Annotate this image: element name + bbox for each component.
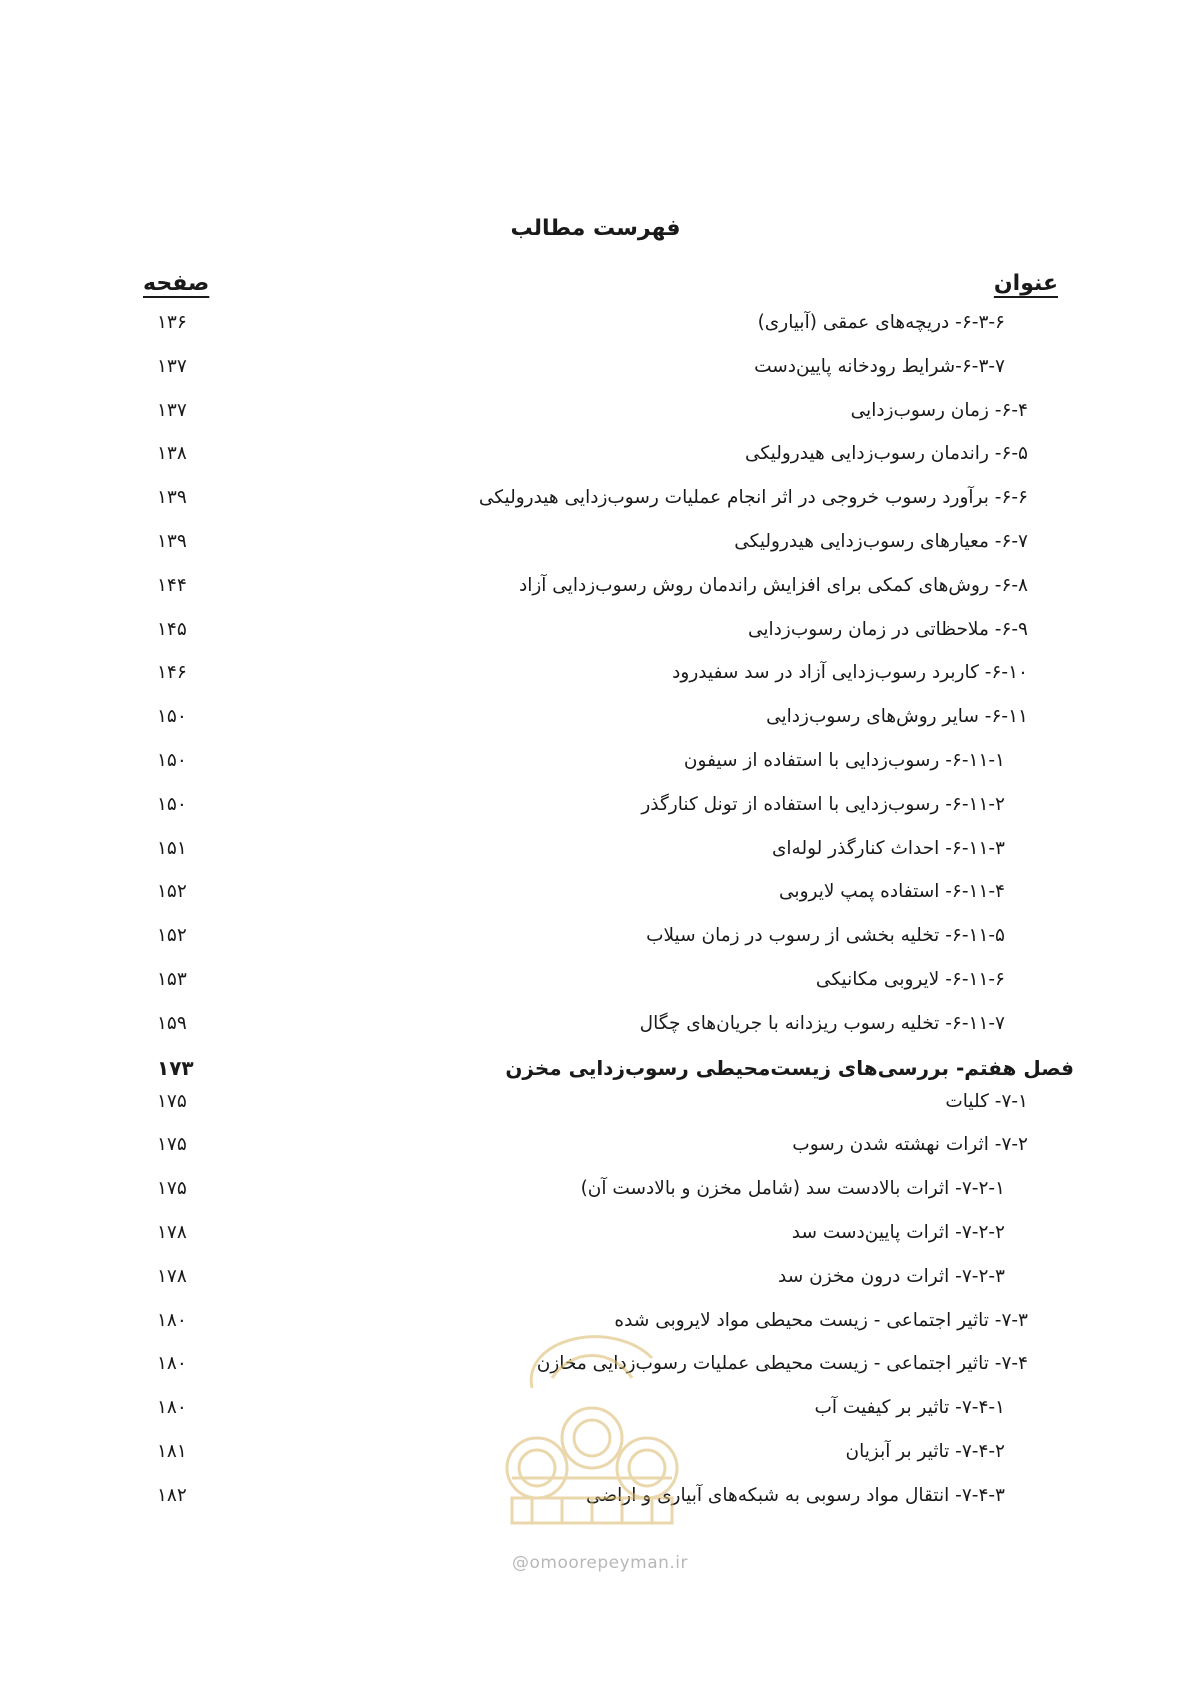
toc-entry (0, 965, 1191, 1009)
toc-entry-title: ۶-۹- ملاحظاتی در زمان رسوب‌زدایی (747, 618, 1028, 640)
website-watermark: @omoorepeyman.ir (511, 1553, 689, 1573)
toc-entry-page: ۱۳۷ (157, 355, 187, 377)
toc-entry-page: ۱۸۱ (157, 1440, 187, 1462)
toc-entry (0, 483, 1191, 527)
toc-entry-page: ۱۸۰ (157, 1353, 187, 1375)
toc-entry-title: ۷-۲-۱- اثرات بالادست سد (شامل مخزن و بالادست آن) (580, 1178, 1005, 1200)
toc-entry (0, 527, 1191, 571)
toc-entry-title: ۶-۳-۷-شرایط رودخانه پایین‌دست (754, 355, 1005, 377)
toc-entry (0, 834, 1191, 878)
toc-entry-title: ۶-۱۱-۵- تخلیه بخشی از رسوب در زمان سیلاب (646, 925, 1005, 947)
toc-entry-page: ۱۷۵ (157, 1090, 187, 1112)
toc-entry-title: ۷-۲-۳- اثرات درون مخزن سد (778, 1265, 1005, 1287)
toc-entry-page: ۱۷۸ (157, 1265, 187, 1287)
toc-entry-page: ۱۵۳ (157, 968, 187, 990)
toc-entry-page: ۱۸۲ (157, 1484, 187, 1506)
toc-entry (0, 308, 1191, 352)
toc-entry-page: ۱۵۰ (157, 749, 187, 771)
toc-entry (0, 396, 1191, 440)
toc-entry-title: فصل هفتم- بررسی‌های زیست‌محیطی رسوب‌زدایی مخزن (505, 1055, 1074, 1080)
toc-entry-title: ۷-۴-۲- تاثیر بر آبزیان (845, 1440, 1005, 1462)
toc-entry-title: ۶-۱۱-۱- رسوب‌زدایی با استفاده از سیفون (683, 749, 1005, 771)
column-header-title: عنوان (993, 271, 1058, 296)
toc-entry (0, 352, 1191, 396)
toc-entry-page: ۱۵۲ (157, 925, 187, 947)
toc-entry-page: ۱۳۹ (157, 530, 187, 552)
toc-entry (0, 790, 1191, 834)
page-title: فهرست مطالب (510, 216, 681, 241)
toc-entry-page: ۱۵۲ (157, 881, 187, 903)
toc-entry-title: ۶-۱۱-۴- استفاده پمپ لایروبی (779, 881, 1005, 903)
toc-entry-page: ۱۴۵ (157, 618, 187, 640)
toc-entry-page: ۱۳۸ (157, 443, 187, 465)
toc-entry-title: ۷-۳- تاثیر اجتماعی - زیست محیطی مواد لایروبی شده (614, 1309, 1028, 1331)
toc-entry-title: ۶-۴- زمان رسوب‌زدایی (850, 399, 1028, 421)
toc-entry (0, 615, 1191, 659)
toc-entry-title: ۶-۱۱-۶- لایروبی مکانیکی (815, 968, 1005, 990)
toc-entry-title: ۶-۱۱-۷- تخلیه رسوب ریزدانه با جریان‌های چگال (639, 1012, 1005, 1034)
toc-entry-page: ۱۸۰ (157, 1309, 187, 1331)
toc-entry-page: ۱۷۳ (157, 1055, 194, 1080)
toc-entry (0, 746, 1191, 790)
toc-entry (0, 439, 1191, 483)
toc-entry (0, 658, 1191, 702)
toc-entry-page: ۱۷۵ (157, 1178, 187, 1200)
toc-entry-title: ۶-۶- برآورد رسوب خروجی در اثر انجام عملیات رسوب‌زدایی هیدرولیکی (478, 487, 1028, 509)
toc-entry-title: ۷-۱- کلیات (945, 1090, 1028, 1112)
toc-entry-page: ۱۳۹ (157, 487, 187, 509)
toc-entry (0, 1174, 1191, 1218)
toc-entry (0, 571, 1191, 615)
toc-entry-page: ۱۳۷ (157, 399, 187, 421)
toc-entry-page: ۱۵۹ (157, 1012, 187, 1034)
toc-entry-title: ۶-۱۱-۳- احداث کنارگذر لوله‌ای (771, 837, 1005, 859)
toc-entry-title: ۶-۱۰- کاربرد رسوب‌زدایی آزاد در سد سفیدرود (672, 662, 1028, 684)
toc-entry-page: ۱۷۸ (157, 1221, 187, 1243)
toc-entry-page: ۱۵۱ (157, 837, 187, 859)
toc-entry-page: ۱۷۵ (157, 1134, 187, 1156)
toc-entry-title: ۷-۴-۳- انتقال مواد رسوبی به شبکه‌های آبیاری و اراضی (586, 1484, 1005, 1506)
toc-entry (0, 921, 1191, 965)
toc-entry-title: ۶-۳-۶- دریچه‌های عمقی (آبیاری) (757, 312, 1005, 333)
toc-entry-page: ۱۴۴ (157, 574, 187, 596)
toc-entry-title: ۶-۱۱- سایر روش‌های رسوب‌زدایی (766, 706, 1028, 728)
toc-entry (0, 1218, 1191, 1262)
toc-entry-page: ۱۸۰ (157, 1397, 187, 1419)
toc-entry (0, 1053, 1191, 1087)
publisher-seal-icon (492, 1318, 692, 1538)
toc-entry-title: ۶-۱۱-۲- رسوب‌زدایی با استفاده از تونل کنارگذر (641, 793, 1005, 815)
toc-entry-title: ۶-۵- راندمان رسوب‌زدایی هیدرولیکی (744, 443, 1028, 465)
toc-entry-title: ۶-۸- روش‌های کمکی برای افزایش راندمان روش رسوب‌زدایی آزاد (518, 574, 1028, 596)
toc-entry-page: ۱۵۰ (157, 706, 187, 728)
toc-entry (0, 877, 1191, 921)
toc-entry (0, 1009, 1191, 1053)
toc-entry-page: ۱۳۶ (157, 312, 187, 333)
toc-entry-title: ۶-۷- معیارهای رسوب‌زدایی هیدرولیکی (734, 530, 1028, 552)
toc-entry-title: ۷-۴-۱- تاثیر بر کیفیت آب (814, 1397, 1005, 1419)
toc-entry-page: ۱۴۶ (157, 662, 187, 684)
toc-entry (0, 1087, 1191, 1131)
toc-entry-page: ۱۵۰ (157, 793, 187, 815)
toc-entry-title: ۷-۲-۲- اثرات پایین‌دست سد (791, 1221, 1005, 1243)
toc-entry (0, 702, 1191, 746)
toc-entry-title: ۷-۲- اثرات نهشته شدن رسوب (792, 1134, 1028, 1156)
toc-entry (0, 1130, 1191, 1174)
column-header-page: صفحه (143, 271, 210, 296)
toc-entry (0, 1262, 1191, 1306)
toc-entry-title: ۷-۴- تاثیر اجتماعی - زیست محیطی عملیات رسوب‌زدایی مخازن (536, 1353, 1028, 1375)
